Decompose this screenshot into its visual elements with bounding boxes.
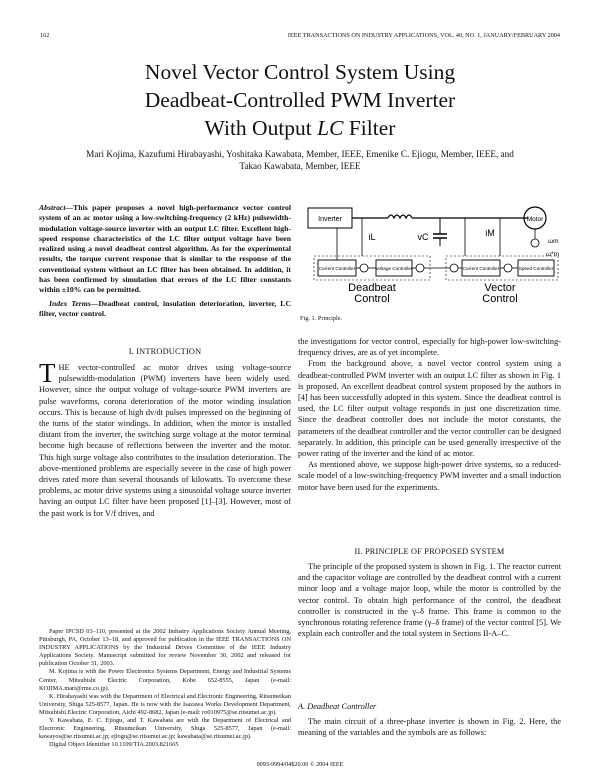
section-2-body [298,561,561,639]
speed-controller-label: Speed Controller [518,266,554,271]
section-2-heading: II. PRINCIPLE OF PROPOSED SYSTEM [354,547,505,556]
copyright-footer: 0093-9994/04$20.00 © 2004 IEEE [256,761,344,768]
intro-paragraph-2: the investigations for vector control, especially for high-power low-switching-frequency drives, are as of yet incomplete. [298,337,561,358]
subsection-heading: A. Deadbeat Controller [298,702,377,711]
abstract-text: This paper proposes a novel high-performance vector control system of an ac motor using a low-switching-frequency (2 kHz) pulsewidth-modulation voltage-source inverter with an output LC filter. Excellent high-speed response characteristics of the LC filter output voltage have been realized using a novel deadbeat control algorithm. As for the experimental results, the torque current response that is similar to the response of the conventional system without an LC filter has been obtained. In addition, it has been confirmed by simulation that errors of the LC filter constants within ±10% can be permitted. [39,203,291,295]
footnote-3: K. Hirabayashi was with the Department of Electrical and Electronic Engineering, Ritsumeikan University, Shiga 525-8577, Japan. He is now with the Isazawa Works Development Department, Mitsubishi Electric Corporation, Aichi 492-8682, Japan (e-mail: ro010975@se.ritsumei.ac.jp). [39,692,291,716]
deadbeat-paragraph-1: The main circuit of a three-phase inverter is shown in Fig. 2. Here, the meaning of the variables and the symbols are as follows: [298,717,561,738]
title-line-3: With Output LC Filter [204,116,396,140]
principle-diagram [300,198,562,308]
intro-paragraph-4: As mentioned above, we suppose high-power drive systems, so a reduced-scale model of a low-switching-frequency PWM inverter and a small induction motor have been used for the experiments. [298,460,561,492]
dropcap: T [39,358,56,388]
index-terms-text: Deadbeat control, insulation deterioration, inverter, LC filter, vector control. [39,298,291,318]
title-line-1: Novel Vector Control System Using [144,60,456,84]
motor-label: Motor [526,216,544,223]
footnotes [39,628,291,749]
omega-ref-label: ω*m [546,251,560,258]
current-controller-label: Current Controller [318,266,356,271]
inverter-label: Inverter [318,216,342,223]
iM-label: iM [485,228,495,238]
footnote-2: M. Kojima is with the Power Electronics Systems Department, Energy and Industrial Systems Center, Mitsubishi Electric Corporation, Kobe 652-8555, Japan (e-mail: KOJIMA.mari@rme.co.jp). [39,668,291,692]
vC-label: vC [417,232,429,242]
iL-label: iL [368,232,376,242]
intro-paragraph-1-rest: However, since the output voltage of voltage-source PWM inverters are pulse waveforms, corona deterioration of the motor winding insulation occurs. This is because of high dv/dt pulses impressed on the beginning of the turns of the stator windings. In addition, when the motor is installed distant from the inverter, the switching surge voltage at the motor terminal become high because of reflections between the inverter and the motor. This high surge voltage also contributes to the insulation deterioration. The above-mentioned problems are especially severe in the case of high power drives rated more than several thousands of kilowatts. To overcome these problems, ac motor drive systems using a sinusoidal voltage source inverter having an output LC filter have been proposed [1]–[3]. However, most of the past work is for V/f drives, and [39,385,291,518]
doi: Digital Object Identifier 10.1109/TIA.2003.821665 [49,741,179,749]
introduction-column-left [39,358,291,519]
reactor-inductor [388,215,412,218]
abstract-label: Abstract— [39,203,74,212]
vector-label: Vector [484,282,516,294]
section-1-heading: I. INTRODUCTION [128,347,202,356]
deadbeat-label: Deadbeat [348,282,396,294]
vector-control-label: Control [482,293,518,305]
figure-1 [300,198,562,308]
paper-title [0,58,600,142]
page-number: 162 [40,32,50,39]
current-controller-2-label: Current Controller [462,266,500,271]
deadbeat-control-label: Control [354,293,390,305]
index-terms-label: Index Terms— [49,298,99,308]
footnote-1: Paper IPCSD 03–110, presented at the 2002 Industry Applications Society Annual Meeting, Pittsburgh, PA, October 13–18, and approved for publication in the IEEE TRANSACTIONS ON INDUSTRY APPLICATIONS by the Industrial Drives Committee of the IEEE Industry Applications Society. Manuscript submitted for review November 30, 2002 and released for publication October 31, 2003. [39,628,291,668]
intro-paragraph-1-lead: HE vector-controlled ac motor drives using voltage-source pulsewidth-modulation (PWM) inverters have been widely used. [58,363,291,384]
author-list [40,148,560,172]
authors-line-1: Mari Kojima, Kazufumi Hirabayashi, Yoshitaka Kawabata, Member, IEEE, Emenike C. Ejiogu, Member, IEEE, and [86,149,514,159]
footnote-4: Y. Kawabata, E. C. Ejiogu, and T. Kawabata are with the Department of Electrical and Electronic Engineering, Ritsumeikan University, Shiga 525-8577, Japan (e-mail: kawayos@se.ritsumei.ac.jp; ejiogu@se.ritsumei.ac.jp; kawabata@se.ritsumei.ac.jp). [39,717,291,741]
subsection-body [298,716,561,738]
abstract [39,203,291,319]
authors-line-2: Takao Kawabata, Member, IEEE [239,161,361,171]
voltage-controller-label: Voltage Controller [375,266,413,271]
principle-paragraph-1: The principle of the proposed system is shown in Fig. 1. The reactor current and the capacitor voltage are controlled by the deadbeat control with a current minor loop and a voltage major loop, while the motor is controlled by the vector control. To obtain high performance of the control, the deadbeat controller is constructed in the γ–δ frame. This frame is common to the synchronous rotating reference frame (γ–δ frame) of the vector control [5]. We explain each controller and the total system in Sections II-A–C. [298,562,561,639]
title-line-2: Deadbeat-Controlled PWM Inverter [144,88,456,112]
summing-junction [360,264,368,272]
journal-header: IEEE TRANSACTIONS ON INDUSTRY APPLICATIONS, VOL. 40, NO. 1, JANUARY/FEBRUARY 2004 [287,32,560,39]
omega-m-label: ωm [548,238,559,245]
intro-paragraph-3: From the background above, a novel vector control system using a deadbeat-controlled PWM inverter with an output LC filter as shown in Fig. 1 is proposed. An excellent deadbeat control system proposed by the authors in [4] has been successfully adopted in this system. Since the deadbeat control is used, the LC filter output voltage responds in just one discretization time. Since the deadbeat controller does not include the motor constants, the parameters of the deadbeat controller and the vector controller can be designed separately. In addition, this principle can be used generally irrespective of the power rating of the inverter and the kind of ac motor. [298,359,561,459]
introduction-column-right [298,336,561,493]
figure-1-caption: Fig. 1. Principle. [300,315,343,322]
